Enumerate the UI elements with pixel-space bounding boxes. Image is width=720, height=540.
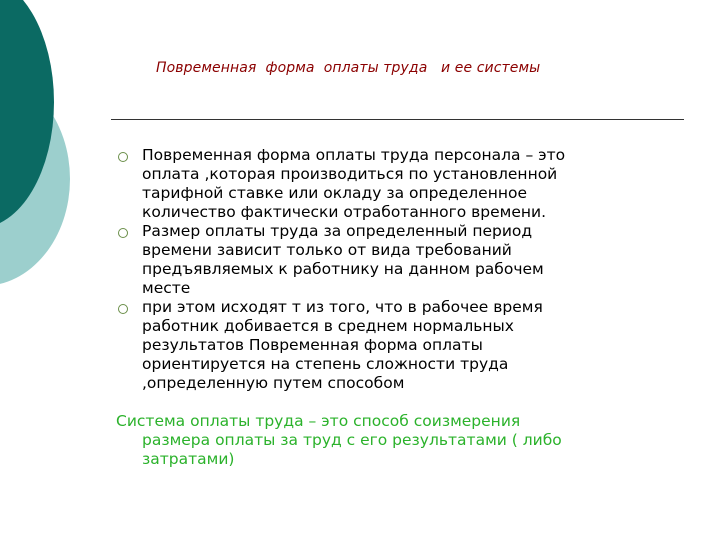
bullet-text: Повременная форма оплаты труда персонала – это оплата ,которая производиться по установленной тарифной ставке или окладу за определенное количество фактически отработанного времени. bbox=[142, 146, 566, 221]
bullet-item bbox=[116, 298, 696, 393]
bullet-circle-icon bbox=[118, 304, 128, 314]
bullet-item bbox=[116, 146, 696, 222]
decorative-circles bbox=[0, 0, 120, 300]
title-divider bbox=[111, 119, 684, 120]
system-definition-paragraph bbox=[116, 393, 696, 488]
slide-title: Повременная форма оплаты труда и ее системы bbox=[156, 60, 541, 76]
slide-body bbox=[116, 146, 696, 488]
bullet-circle-icon bbox=[118, 228, 128, 238]
bullet-circle-icon bbox=[118, 152, 128, 162]
bullet-text: при этом исходят т из того, что в рабочее время работник добивается в среднем нормальных результатов Повременная форма оплаты ориентируется на степень сложности труда ,определенную путем способом bbox=[142, 298, 543, 392]
bullet-text: Размер оплаты труда за определенный период времени зависит только от вида требований предъявляемых к работнику на данном рабочем месте bbox=[142, 222, 544, 297]
definition-first-line: Система оплаты труда – это способ соизмерения bbox=[116, 412, 521, 430]
bullet-item bbox=[116, 222, 696, 298]
definition-continuation: размера оплаты за труд с его результатами ( либо затратами) bbox=[142, 431, 562, 468]
